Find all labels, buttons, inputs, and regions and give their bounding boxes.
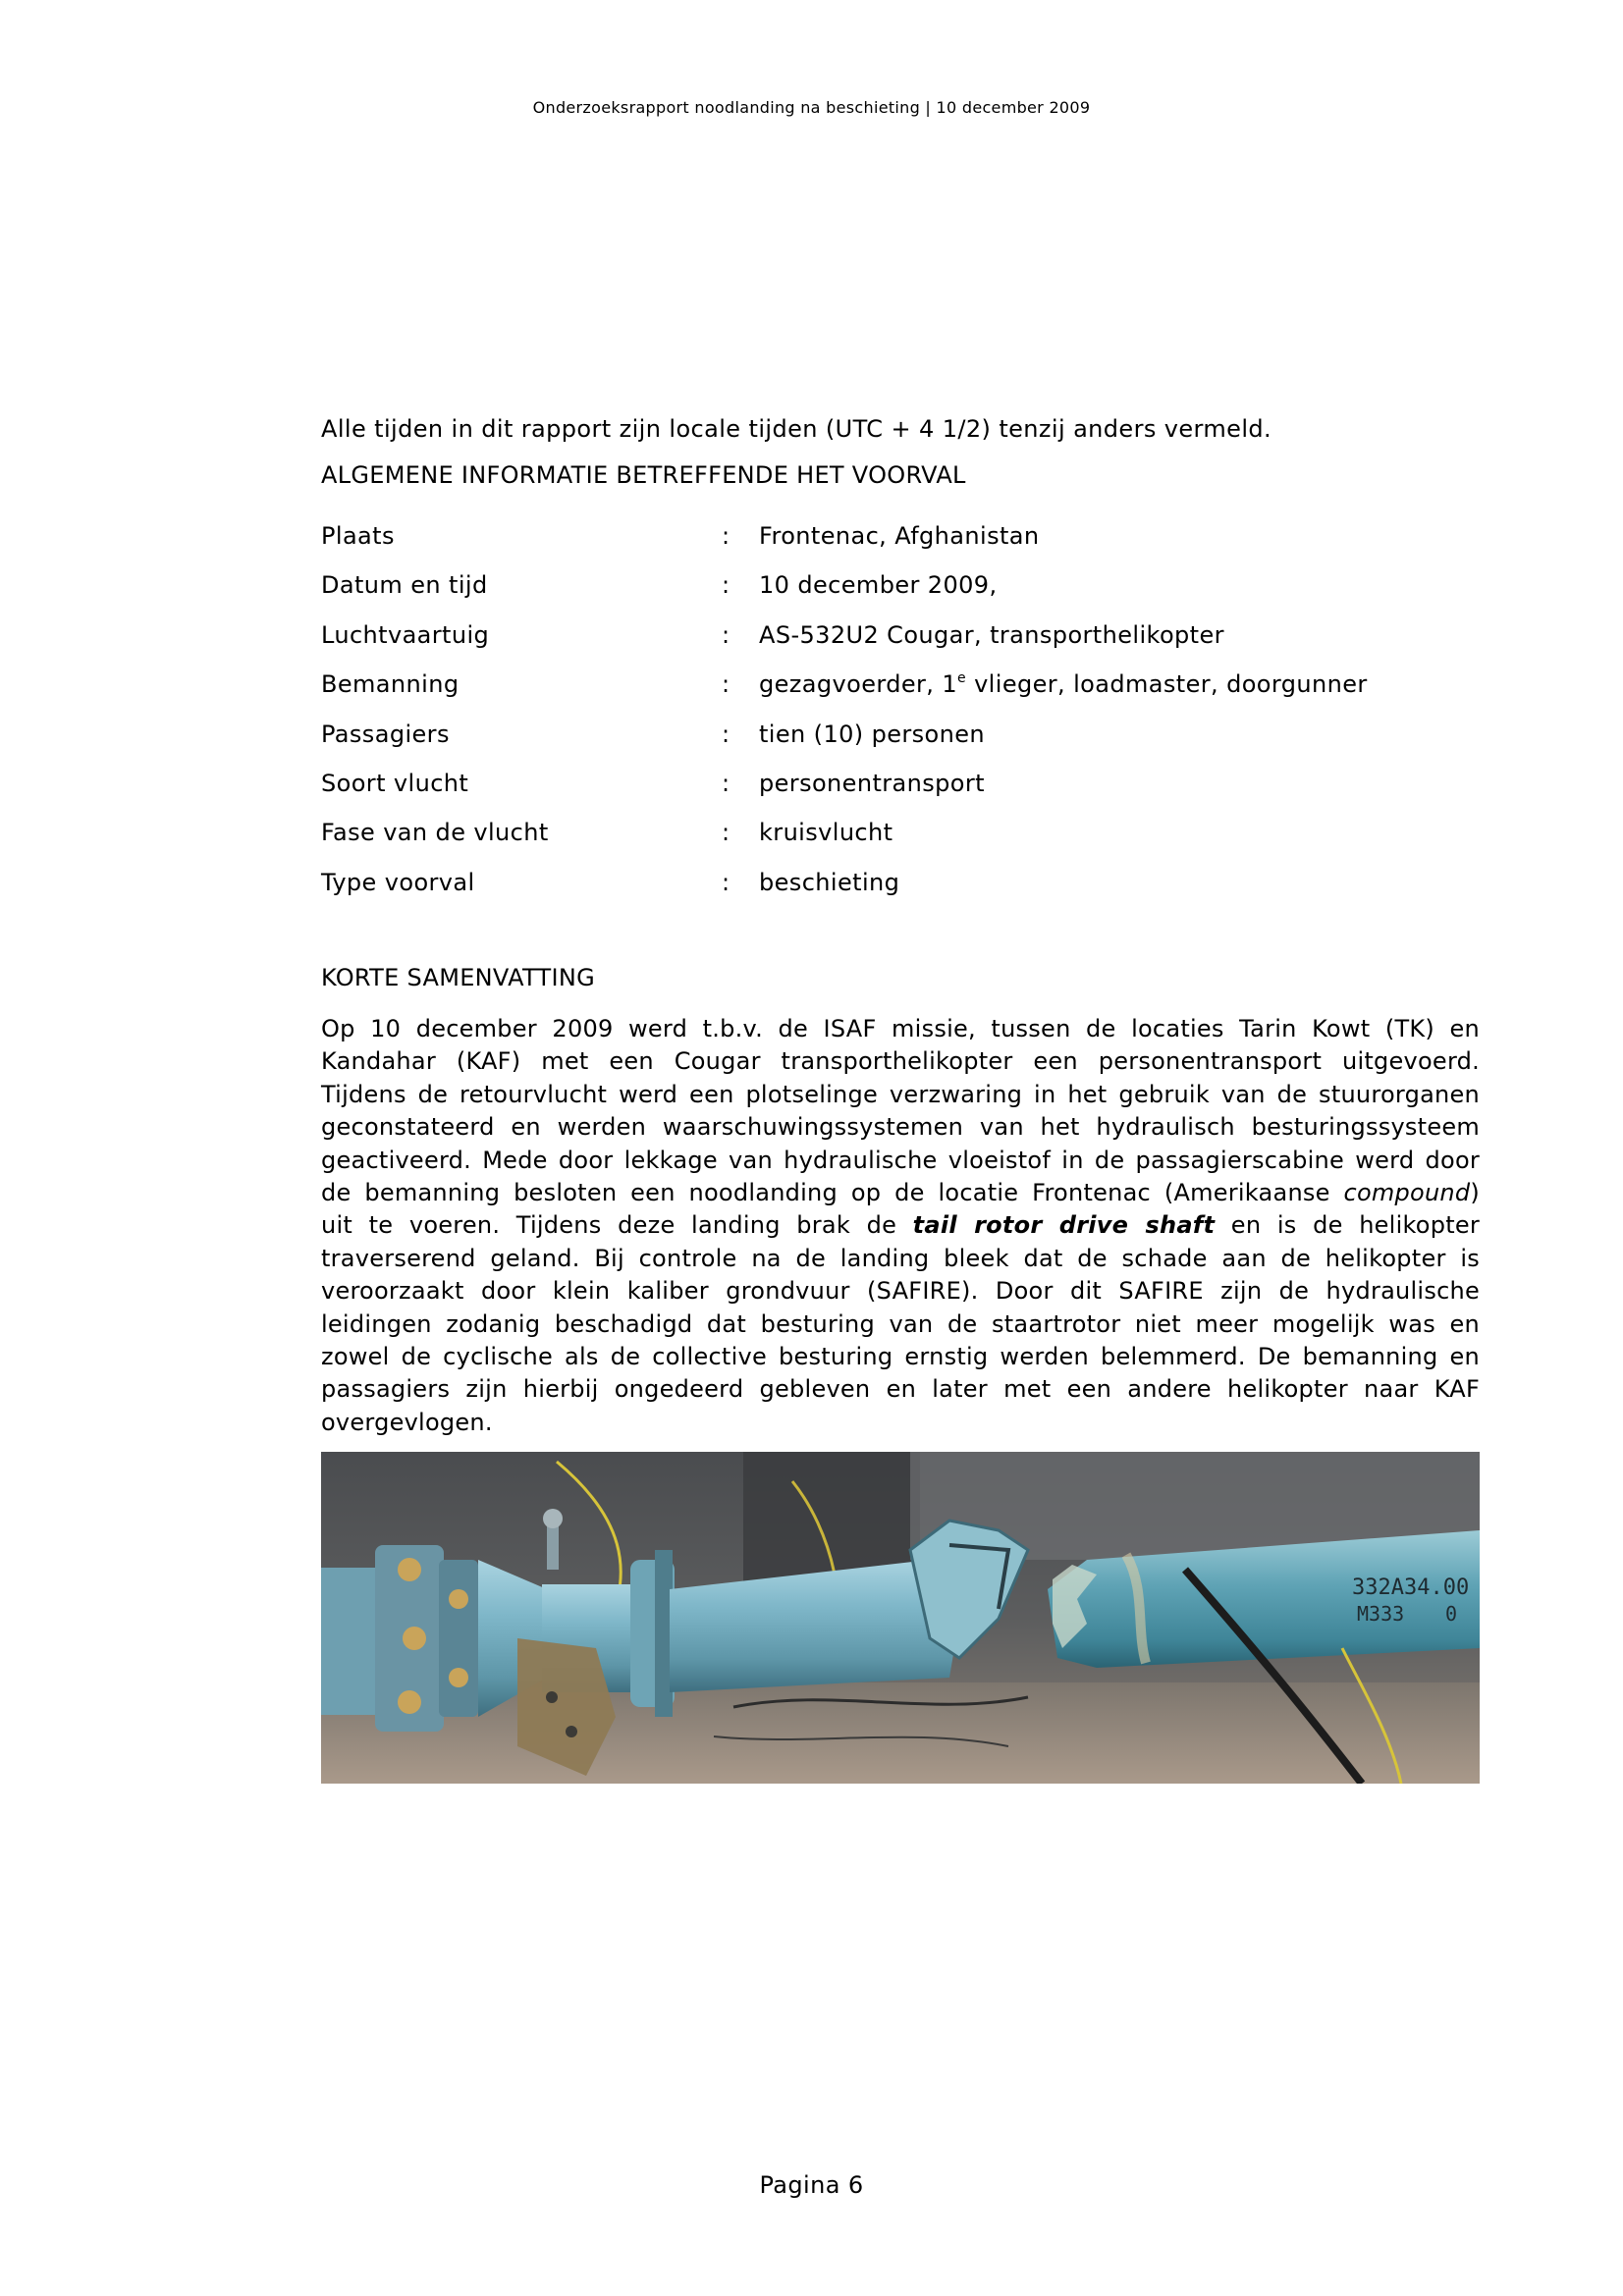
info-colon: :: [722, 720, 730, 748]
info-label: Datum en tijd: [321, 571, 488, 600]
summary-line: Tijdens de retourvlucht werd een plotselinge verzwaring in het gebruik van de stuurorganen: [321, 1080, 1480, 1108]
info-row-location: [321, 522, 1480, 571]
info-label: Passagiers: [321, 720, 450, 748]
part-marking: 0: [1445, 1602, 1458, 1626]
info-label: Luchtvaartuig: [321, 620, 490, 649]
info-colon: :: [722, 670, 730, 699]
summary-line: passagiers zijn hierbij ongedeerd gebleven en later met een andere helikopter naar KAF: [321, 1375, 1480, 1404]
info-value: Frontenac, Afghanistan: [759, 522, 1040, 550]
left-flange: [321, 1568, 380, 1715]
page-number: Pagina 6: [759, 2171, 864, 2199]
info-row-occurrence-type: [321, 869, 1480, 918]
part-marking: M333: [1357, 1602, 1405, 1626]
photo-illustration: [321, 1452, 1480, 1784]
info-row-aircraft: [321, 621, 1480, 670]
info-row-crew: [321, 670, 1480, 720]
info-label: Type voorval: [321, 868, 475, 896]
summary-line: geactiveerd. Mede door lekkage van hydraulische vloeistof in de passagierscabine werd door: [321, 1146, 1480, 1174]
info-value: 10 december 2009,: [759, 571, 998, 600]
part-marking: 332A34.00: [1352, 1575, 1470, 1600]
general-info-heading: ALGEMENE INFORMATIE BETREFFENDE HET VOORVAL: [321, 461, 966, 489]
running-header: Onderzoeksrapport noodlanding na beschieting | 10 december 2009: [532, 98, 1091, 117]
info-colon: :: [722, 620, 730, 649]
general-info-table: [321, 522, 1480, 918]
info-row-flight-phase: [321, 819, 1480, 868]
info-value: [759, 670, 1368, 698]
damaged-drive-shaft-photo: [321, 1452, 1480, 1784]
info-value-part: gezagvoerder, 1: [759, 670, 958, 699]
summary-line: zowel de cyclische als de collective besturing ernstig werden belemmerd. De bemanning en: [321, 1342, 1480, 1370]
summary-line: veroorzaakt door klein kaliber grondvuur (SAFIRE). Door dit SAFIRE zijn de hydraulische: [321, 1277, 1480, 1306]
info-label: Soort vlucht: [321, 769, 469, 797]
summary-line: overgevlogen.: [321, 1408, 493, 1436]
info-value: personentransport: [759, 769, 985, 797]
info-label: Plaats: [321, 522, 395, 550]
summary-paragraph: [321, 1013, 1480, 1439]
info-colon: :: [722, 522, 730, 550]
info-value-part: vlieger, loadmaster, doorgunner: [966, 670, 1368, 699]
summary-line: [321, 1209, 1480, 1242]
intro-text: Alle tijden in dit rapport zijn locale tijden (UTC + 4 1/2) tenzij anders vermeld.: [321, 415, 1272, 443]
info-colon: :: [722, 571, 730, 600]
info-label: Bemanning: [321, 670, 460, 699]
info-value: beschieting: [759, 868, 900, 896]
summary-line: Kandahar (KAF) met een Cougar transporthelikopter een personentransport uitgevoerd.: [321, 1047, 1480, 1076]
italic-term-tail-rotor-drive-shaft: tail rotor drive shaft: [912, 1211, 1216, 1240]
info-label: Fase van de vlucht: [321, 819, 549, 847]
info-value: kruisvlucht: [759, 819, 893, 847]
summary-text-part: uit te voeren. Tijdens deze landing brak de: [321, 1211, 913, 1240]
info-value: AS-532U2 Cougar, transporthelikopter: [759, 620, 1224, 649]
summary-heading: KORTE SAMENVATTING: [321, 964, 595, 991]
summary-line: leidingen zodanig beschadigd dat besturing van de staartrotor niet meer mogelijk was en: [321, 1309, 1480, 1338]
info-row-date-time: [321, 571, 1480, 620]
summary-line: traverserend geland. Bij controle na de landing bleek dat de schade aan de helikopter is: [321, 1244, 1480, 1272]
info-colon: :: [722, 819, 730, 847]
summary-text-part: en is de helikopter: [1215, 1211, 1481, 1240]
info-row-flight-type: [321, 770, 1480, 819]
summary-text-part: ): [1470, 1178, 1480, 1206]
info-row-passengers: [321, 721, 1480, 770]
info-colon: :: [722, 868, 730, 896]
summary-line: geconstateerd en werden waarschuwingssystemen van het hydraulisch besturingssysteem: [321, 1113, 1480, 1142]
summary-line: [321, 1177, 1480, 1209]
info-colon: :: [722, 769, 730, 797]
italic-term-compound: compound: [1343, 1178, 1471, 1206]
summary-line: Op 10 december 2009 werd t.b.v. de ISAF missie, tussen de locaties Tarin Kowt (TK) en: [321, 1015, 1480, 1042]
info-value: tien (10) personen: [759, 720, 986, 748]
summary-text-part: de bemanning besloten een noodlanding op de locatie Frontenac (Amerikaanse: [321, 1178, 1344, 1206]
ordinal-superscript: e: [957, 670, 967, 687]
